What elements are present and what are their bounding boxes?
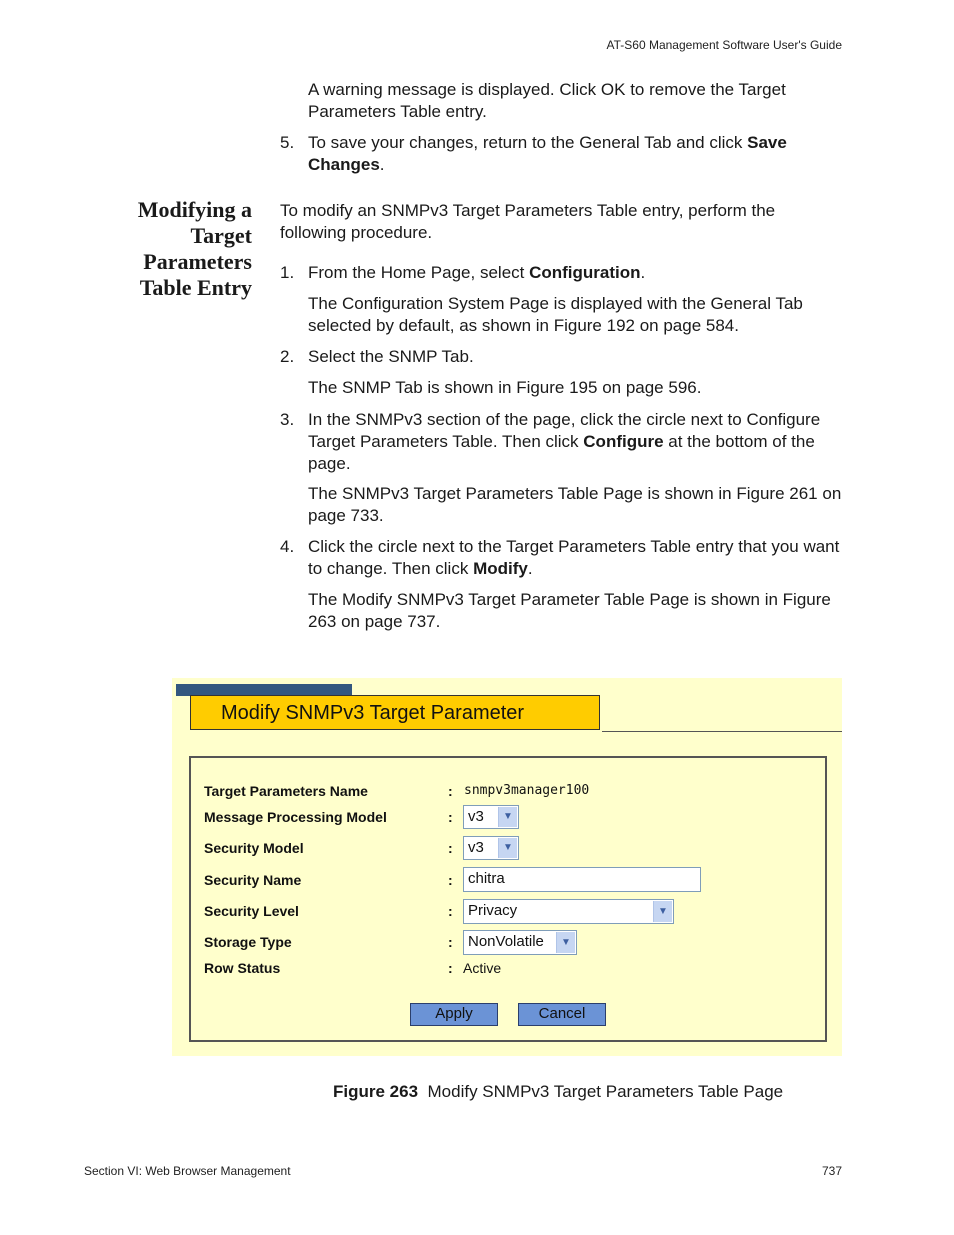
step-text: Click the circle next to the Target Parameters Table entry that you want to change. Then click [308,537,840,578]
step-4-note: The Modify SNMPv3 Target Parameter Table Page is shown in Figure 263 on page 737. [308,590,831,631]
target-name-value: snmpv3manager100 [464,783,590,798]
sec-model-value: v3 [468,839,484,856]
step-number: 4. [280,537,295,556]
step-number: 3. [280,410,295,429]
step-text: In the SNMPv3 section of the page, click the circle next to Configure Target Parameters Table. Then click [308,410,821,451]
title-divider [602,731,842,732]
figure-caption [333,1082,783,1102]
sec-level-value: Privacy [468,902,518,919]
storage-label: Storage Type [204,934,292,950]
row-status-label: Row Status [204,960,281,976]
step-4-text [308,536,848,580]
apply-button[interactable]: Apply [410,1003,498,1026]
colon: : [448,934,453,950]
sec-level-select[interactable] [463,899,674,924]
step-number: 1. [280,263,295,282]
chevron-down-icon[interactable]: ▼ [653,901,672,922]
colon: : [448,960,453,976]
chevron-down-icon[interactable]: ▼ [498,838,517,858]
step-text: . [527,559,533,578]
step-bold: Configuration [529,263,641,282]
footer-section: Section VI: Web Browser Management [84,1164,291,1178]
figure-number: Figure 263 [333,1082,419,1101]
step-bold: Modify [473,559,528,578]
step-bold: Save Changes [308,133,787,174]
page-number: 737 [821,1164,842,1178]
colon: : [448,809,453,825]
figure-caption-text: Modify SNMPv3 Target Parameters Table Page [427,1082,784,1101]
step-1-text [308,262,848,284]
mp-model-label: Message Processing Model [204,809,387,825]
form-title: Modify SNMPv3 Target Parameter [190,695,600,730]
step-2-note: The SNMP Tab is shown in Figure 195 on page 596. [308,378,702,397]
sec-name-input[interactable]: chitra [463,867,701,892]
storage-value: NonVolatile [468,933,544,950]
step-1-note: The Configuration System Page is displayed with the General Tab selected by default, as shown in Figure 192 on page 584. [308,294,803,335]
step-text: From the Home Page, select [308,263,530,282]
sec-level-label: Security Level [204,903,299,919]
warning-paragraph: A warning message is displayed. Click OK to remove the Target Parameters Table entry. [308,80,786,121]
colon: : [448,840,453,856]
step-text: at the bottom of the page. [308,432,815,473]
step-text: . [640,263,646,282]
step-text: To save your changes, return to the General Tab and click [308,133,748,152]
step-number: 5. [280,133,295,152]
step-text: . [379,155,385,174]
colon: : [448,783,453,799]
colon: : [448,903,453,919]
colon: : [448,872,453,888]
mp-model-select[interactable] [463,805,519,829]
step-3-note: The SNMPv3 Target Parameters Table Page is shown in Figure 261 on page 733. [308,484,842,525]
cancel-button[interactable]: Cancel [518,1003,606,1026]
step-bold: Configure [583,432,664,451]
step-2-text: Select the SNMP Tab. [308,347,474,366]
sec-name-label: Security Name [204,872,302,888]
storage-select[interactable] [463,930,577,955]
running-header: AT-S60 Management Software User's Guide [606,38,842,52]
sec-model-label: Security Model [204,840,304,856]
chevron-down-icon[interactable]: ▼ [556,932,575,953]
mp-model-value: v3 [468,808,484,825]
intro-paragraph: To modify an SNMPv3 Target Parameters Table entry, perform the following procedure. [280,201,776,242]
step-5-text [308,132,848,176]
chevron-down-icon[interactable]: ▼ [498,807,517,827]
row-status-value: Active [463,960,502,976]
target-name-label: Target Parameters Name [204,783,368,799]
step-number: 2. [280,347,295,366]
section-heading: Modifying a Target Parameters Table Entry [137,197,252,300]
step-3-text [308,409,848,475]
sec-model-select[interactable] [463,836,519,860]
